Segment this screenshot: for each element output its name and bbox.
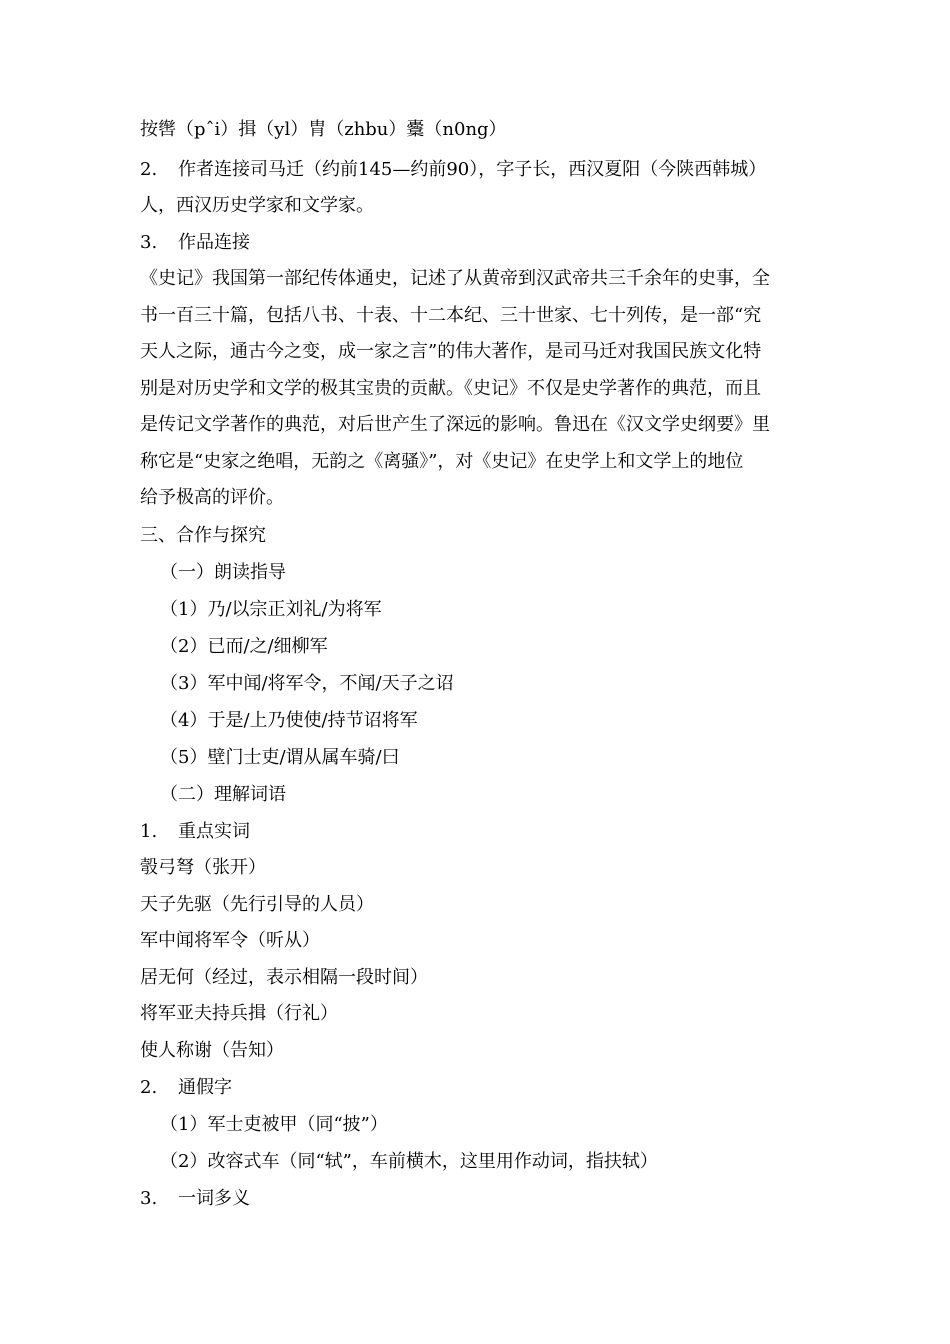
subsection-heading: （二）理解词语 [160,784,286,805]
reading-item: （2）已而/之/细柳军 [160,636,328,657]
item-number: 2. [140,1077,158,1098]
paragraph-line: 书一百三十篇，包括八书、十表、十二本纪、三十世家、七十列传，是一部“究 [140,305,762,326]
polysemy-label: 一词多义 [178,1188,250,1209]
vocab-item: 天子先驱（先行引导的人员） [140,894,374,915]
author-text-cont: 人，西汉历史学家和文学家。 [140,195,374,216]
reading-item: （1）乃/以宗正刘礼/为将军 [160,599,382,620]
vocab-item: 将军亚夫持兵揖（行礼） [140,1003,338,1024]
author-heading [140,158,820,182]
loanword-item: （1）军士吏被甲（同“披”） [160,1114,388,1135]
paragraph-line: 别是对历史学和文学的极其宝贵的贡献。《史记》不仅是史学著作的典范，而且 [140,378,761,399]
vocab-item: 使人称谢（告知） [140,1040,284,1061]
loanword-item: （2）改容式车（同“轼”，车前横木，这里用作动词，指扶轼） [160,1151,658,1172]
work-heading [140,231,820,255]
paragraph-line: 给予极高的评价。 [140,487,284,508]
reading-item: （5）壁门士吏/谓从属车骑/曰 [160,747,400,768]
reading-item: （4）于是/上乃使使/持节诏将军 [160,710,418,731]
keywords-label: 重点实词 [178,821,250,842]
subsection-heading: （一）朗读指导 [160,562,286,583]
paragraph-line: 天人之际，通古今之变，成一家之言”的伟大著作，是司马迁对我国民族文化特 [140,341,762,362]
loanword-heading [140,1076,820,1100]
vocab-item: 彀弓弩（张开） [140,857,266,878]
item-number: 3. [140,1188,158,1209]
item-number: 3. [140,232,158,253]
paragraph-line: 《史记》我国第一部纪传体通史，记述了从黄帝到汉武帝共三千余年的史事，全 [140,268,770,289]
paragraph-line: 是传记文学著作的典范，对后世产生了深远的影响。鲁迅在《汉文学史纲要》里 [140,414,770,435]
paragraph-line: 称它是“史家之绝唱，无韵之《离骚》”，对《史记》在史学上和文学上的地位 [140,451,744,472]
author-text: 作者连接司马迁（约前145—约前90），字子长，西汉夏阳（今陕西韩城） [178,159,767,180]
polysemy-heading [140,1187,820,1211]
pronunciation-line: 按辔（pˆi）揖（yl）胄（zhbu）櫜（n0ng） [140,119,507,140]
section-heading: 三、合作与探究 [140,525,266,546]
keywords-heading [140,820,820,844]
vocab-item: 居无何（经过，表示相隔一段时间） [140,967,428,988]
item-number: 2. [140,159,158,180]
item-number: 1. [140,821,158,842]
vocab-item: 军中闻将军令（听从） [140,930,320,951]
loanword-label: 通假字 [178,1077,232,1098]
reading-item: （3）军中闻/将军令，不闻/天子之诏 [160,673,454,694]
work-heading-label: 作品连接 [178,232,250,253]
